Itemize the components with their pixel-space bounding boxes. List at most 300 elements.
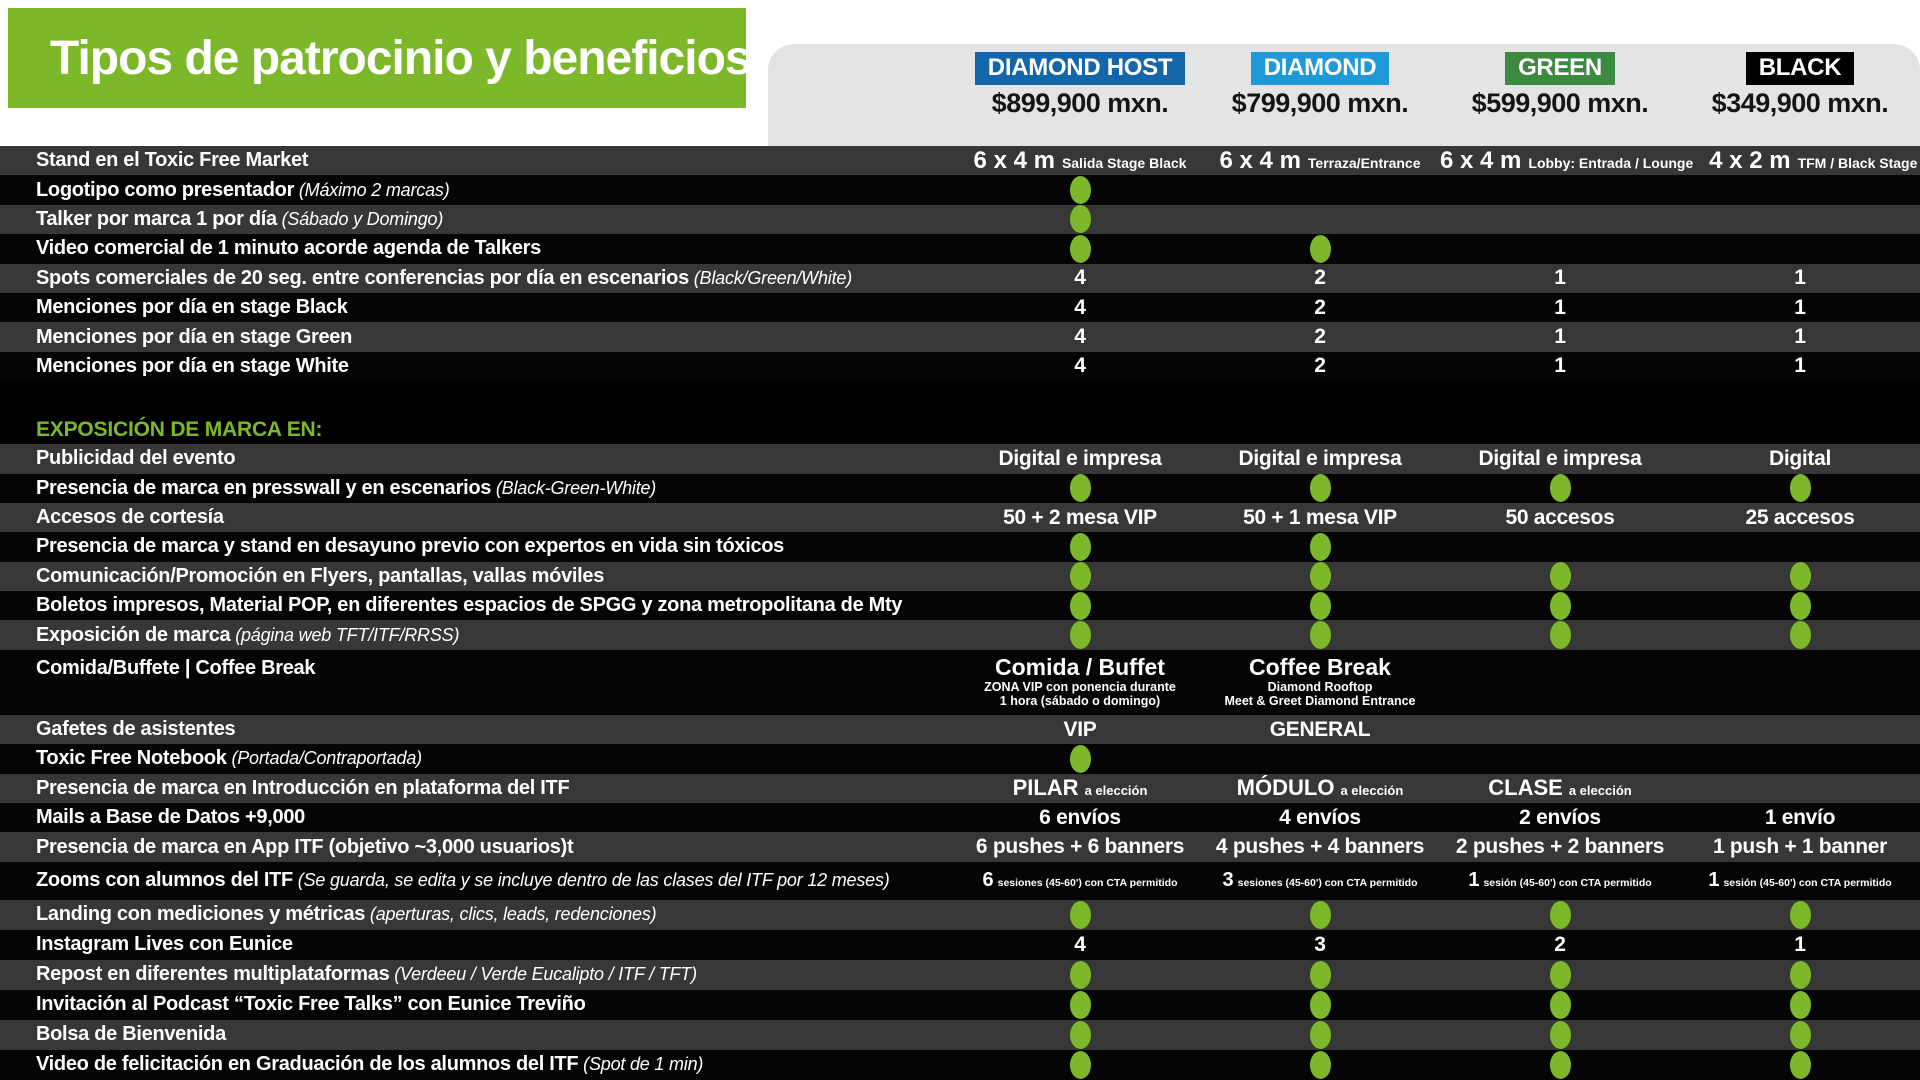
table-row <box>0 774 1920 803</box>
included-dot-icon <box>1310 901 1331 929</box>
table-row <box>0 352 1920 381</box>
row-label-text: Presencia de marca en App ITF (objetivo ~3,000 usuarios)t <box>36 835 574 858</box>
included-dot-icon <box>1310 621 1331 649</box>
cell-green <box>1440 506 1680 530</box>
table-row <box>0 562 1920 591</box>
cell-diamond <box>1200 354 1440 378</box>
row-label <box>0 1053 960 1076</box>
cell-value: 4 <box>1074 932 1086 956</box>
included-dot-icon <box>1310 235 1331 263</box>
row-label <box>0 777 960 800</box>
cell-combo-value <box>1223 869 1418 892</box>
cell-black <box>1693 147 1920 175</box>
row-label <box>0 326 960 349</box>
cell-value: Digital e impresa <box>1238 446 1402 470</box>
cell-value: 1 <box>1554 295 1566 319</box>
cell-diamond <box>1200 235 1440 263</box>
included-dot-icon <box>1550 991 1571 1019</box>
cell-value: 50 accesos <box>1505 505 1615 529</box>
cell-value: 4 pushes + 4 banners <box>1215 835 1425 859</box>
table-row <box>0 930 1920 960</box>
cell-value: 2 <box>1314 266 1326 290</box>
cell-value: 6 envíos <box>1039 805 1121 829</box>
cell-diamond-host <box>960 235 1200 263</box>
cell-diamond-host <box>960 533 1200 561</box>
cell-diamond-host <box>960 806 1200 830</box>
cell-diamond-host <box>960 901 1200 929</box>
row-label-text: Menciones por día en stage White <box>36 354 349 377</box>
included-dot-icon <box>1550 621 1571 649</box>
row-label <box>0 933 960 956</box>
tier-price: $899,900 mxn. <box>991 87 1169 118</box>
row-label-text: Exposición de marca <box>36 623 231 646</box>
cell-green <box>1440 354 1680 378</box>
cell-diamond <box>1200 650 1440 708</box>
row-label-text: Logotipo como presentador <box>36 178 295 201</box>
cell-diamond-host <box>960 775 1200 801</box>
cell-value-detail: a elección <box>1340 783 1404 799</box>
row-label-text: Presencia de marca y stand en desayuno previo con expertos en vida sin tóxicos <box>36 535 785 558</box>
row-label <box>0 718 960 741</box>
cell-green <box>1440 1051 1680 1079</box>
cell-diamond <box>1200 533 1440 561</box>
cell-green <box>1440 933 1680 957</box>
cell-value: GENERAL <box>1269 717 1371 741</box>
cell-value-detail: Diamond Rooftop <box>1267 679 1373 694</box>
cell-diamond-host <box>960 205 1200 233</box>
row-label-note: (página web TFT/ITF/RRSS) <box>230 624 460 645</box>
included-dot-icon <box>1070 592 1091 620</box>
cell-diamond-host <box>960 650 1200 708</box>
cell-value: MÓDULO <box>1236 775 1335 801</box>
cell-black <box>1680 354 1920 378</box>
tier-badge: DIAMOND <box>1251 52 1390 85</box>
cell-value: 1 <box>1554 325 1566 349</box>
table-row <box>0 591 1920 620</box>
cell-diamond <box>1200 592 1440 620</box>
cell-diamond-host <box>960 147 1200 175</box>
cell-value-detail: 1 hora (sábado o domingo) <box>999 693 1161 708</box>
cell-value: 1 <box>1794 354 1806 378</box>
row-label-note: (Spot de 1 min) <box>578 1054 704 1075</box>
cell-diamond-host <box>960 354 1200 378</box>
cell-value: 6 pushes + 6 banners <box>975 835 1185 859</box>
cell-stacked-value <box>1224 654 1415 708</box>
cell-green <box>1440 296 1680 320</box>
page-title: Tipos de patrocinio y beneficios <box>50 31 751 85</box>
cell-green <box>1440 650 1680 654</box>
cell-value: 1 <box>1794 325 1806 349</box>
cell-diamond-host <box>960 296 1200 320</box>
cell-diamond-host <box>960 266 1200 290</box>
row-label <box>0 179 960 202</box>
included-dot-icon <box>1550 961 1571 989</box>
cell-diamond-host <box>960 961 1200 989</box>
cell-value: 4 x 2 m <box>1709 146 1791 174</box>
row-label <box>0 903 960 926</box>
row-label <box>0 477 960 500</box>
cell-value: 6 x 4 m <box>1219 146 1301 174</box>
cell-green <box>1440 806 1680 830</box>
cell-value-detail: TFM / Black Stage <box>1797 154 1918 171</box>
row-label <box>0 836 960 859</box>
cell-diamond-host <box>960 325 1200 349</box>
cell-diamond <box>1200 325 1440 349</box>
cell-diamond-host <box>960 745 1200 773</box>
row-label <box>0 208 960 231</box>
included-dot-icon <box>1070 961 1091 989</box>
cell-diamond <box>1200 835 1440 859</box>
cell-black <box>1680 506 1920 530</box>
cell-value: 2 <box>1554 932 1566 956</box>
cell-diamond <box>1200 1021 1440 1049</box>
cell-value: 2 pushes + 2 banners <box>1455 835 1665 859</box>
cell-diamond-host <box>960 1021 1200 1049</box>
cell-value: CLASE <box>1488 775 1563 801</box>
included-dot-icon <box>1310 961 1331 989</box>
included-dot-icon <box>1790 474 1811 502</box>
cell-black <box>1680 621 1920 649</box>
cell-black <box>1680 650 1920 654</box>
cell-value-detail: Lobby: Entrada / Lounge <box>1528 154 1694 171</box>
table-row <box>0 175 1920 204</box>
included-dot-icon <box>1550 474 1571 502</box>
cell-combo-value <box>974 147 1187 175</box>
cell-diamond <box>1200 869 1440 892</box>
row-label-text: Talker por marca 1 por día <box>36 207 277 230</box>
row-label <box>0 355 960 378</box>
cell-black <box>1680 447 1920 471</box>
cell-combo-value <box>1440 147 1693 175</box>
cell-diamond-host <box>960 1051 1200 1079</box>
included-dot-icon <box>1790 1021 1811 1049</box>
cell-diamond <box>1200 718 1440 742</box>
row-label-text: Gafetes de asistentes <box>36 718 236 741</box>
section-heading: EXPOSICIÓN DE MARCA EN: <box>0 415 1920 444</box>
cell-combo-value <box>983 869 1178 892</box>
included-dot-icon <box>1310 592 1331 620</box>
table-row <box>0 803 1920 832</box>
cell-value: 4 <box>1074 295 1086 319</box>
benefits-table <box>0 146 1920 1080</box>
cell-value: 3 <box>1222 869 1234 892</box>
row-label <box>0 1023 960 1046</box>
cell-diamond <box>1200 562 1440 590</box>
row-label <box>0 296 960 319</box>
tier-column-diamond <box>1200 52 1440 119</box>
cell-value: 2 envíos <box>1519 805 1601 829</box>
cell-diamond <box>1200 1051 1440 1079</box>
cell-black <box>1680 991 1920 1019</box>
row-label-text: Landing con mediciones y métricas <box>36 903 366 926</box>
cell-value: 6 x 4 m <box>973 146 1055 174</box>
row-label <box>0 650 960 680</box>
cell-diamond <box>1200 447 1440 471</box>
row-label-text: Bolsa de Bienvenida <box>36 1023 226 1046</box>
row-label-text: Publicidad del evento <box>36 447 236 470</box>
table-row <box>0 474 1920 503</box>
included-dot-icon <box>1070 1051 1091 1079</box>
included-dot-icon <box>1790 562 1811 590</box>
row-label-text: Spots comerciales de 20 seg. entre conferencias por día en escenarios <box>36 266 689 289</box>
cell-value: 4 <box>1074 266 1086 290</box>
cell-combo-value <box>1708 869 1891 892</box>
row-label-text: Video de felicitación en Graduación de los alumnos del ITF <box>36 1053 579 1076</box>
tier-header-strip <box>768 44 1920 146</box>
included-dot-icon <box>1310 474 1331 502</box>
row-label <box>0 506 960 529</box>
included-dot-icon <box>1550 1021 1571 1049</box>
tier-badge: BLACK <box>1746 52 1855 85</box>
cell-diamond <box>1200 266 1440 290</box>
cell-green <box>1440 474 1680 502</box>
cell-combo-value <box>1468 869 1651 892</box>
cell-value-detail: sesiones (45-60') con CTA permitido <box>1237 877 1418 890</box>
table-row <box>0 532 1920 561</box>
cell-green <box>1440 869 1680 892</box>
cell-diamond <box>1200 775 1440 801</box>
table-row <box>0 146 1920 175</box>
cell-value: 6 <box>982 869 994 892</box>
cell-black <box>1680 869 1920 892</box>
row-label-text: Invitación al Podcast “Toxic Free Talks” con Eunice Treviño <box>36 993 586 1016</box>
cell-value-detail: Meet & Greet Diamond Entrance <box>1224 693 1416 708</box>
row-label-text: Comunicación/Promoción en Flyers, pantallas, vallas móviles <box>36 564 605 587</box>
included-dot-icon <box>1070 176 1091 204</box>
included-dot-icon <box>1070 235 1091 263</box>
row-label-text: Boletos impresos, Material POP, en diferentes espacios de SPGG y zona metropolitana de Mty <box>36 594 903 617</box>
row-label-text: Toxic Free Notebook <box>36 747 227 770</box>
row-label-note: (aperturas, clics, leads, redenciones) <box>365 904 657 925</box>
cell-diamond-host <box>960 506 1200 530</box>
row-label-text: Comida/Buffete | Coffee Break <box>36 656 316 679</box>
row-label-note: (Se guarda, se edita y se incluye dentro de las clases del ITF por 12 meses) <box>292 870 890 891</box>
cell-diamond-host <box>960 592 1200 620</box>
included-dot-icon <box>1070 205 1091 233</box>
cell-green <box>1440 325 1680 349</box>
included-dot-icon <box>1790 1051 1811 1079</box>
cell-value-detail: a elección <box>1568 783 1632 799</box>
row-label-text: Instagram Lives con Eunice <box>36 933 293 956</box>
tier-badge: GREEN <box>1505 52 1615 85</box>
included-dot-icon <box>1070 991 1091 1019</box>
row-label <box>0 594 960 617</box>
row-label <box>0 447 960 470</box>
cell-black <box>1680 933 1920 957</box>
table-row <box>0 205 1920 234</box>
cell-diamond <box>1200 991 1440 1019</box>
cell-green <box>1440 592 1680 620</box>
included-dot-icon <box>1790 621 1811 649</box>
included-dot-icon <box>1550 1051 1571 1079</box>
cell-value: 1 envío <box>1764 805 1836 829</box>
cell-diamond <box>1200 147 1440 175</box>
cell-value-detail: sesión (45-60') con CTA permitido <box>1723 877 1892 890</box>
table-row <box>0 620 1920 649</box>
cell-diamond-host <box>960 474 1200 502</box>
cell-value: 4 <box>1074 325 1086 349</box>
included-dot-icon <box>1310 1021 1331 1049</box>
tier-price: $599,900 mxn. <box>1471 87 1649 118</box>
cell-combo-value <box>1237 775 1404 801</box>
cell-diamond <box>1200 933 1440 957</box>
cell-diamond <box>1200 474 1440 502</box>
included-dot-icon <box>1550 562 1571 590</box>
cell-green <box>1440 775 1680 801</box>
row-label <box>0 747 960 770</box>
included-dot-icon <box>1310 533 1331 561</box>
cell-value-detail: sesión (45-60') con CTA permitido <box>1483 877 1652 890</box>
table-row <box>0 715 1920 744</box>
cell-value: 4 envíos <box>1279 805 1361 829</box>
cell-value: 4 <box>1074 354 1086 378</box>
tier-badge: DIAMOND HOST <box>975 52 1185 85</box>
tier-column-black <box>1680 52 1920 119</box>
cell-black <box>1680 901 1920 929</box>
table-row <box>0 234 1920 263</box>
cell-diamond-host <box>960 562 1200 590</box>
cell-green <box>1440 266 1680 290</box>
included-dot-icon <box>1070 533 1091 561</box>
cell-black <box>1680 835 1920 859</box>
cell-black <box>1680 1021 1920 1049</box>
table-row <box>0 1020 1920 1050</box>
cell-value: 2 <box>1314 295 1326 319</box>
cell-black <box>1680 474 1920 502</box>
cell-diamond-host <box>960 621 1200 649</box>
row-label <box>0 869 960 892</box>
row-label <box>0 993 960 1016</box>
row-label-note: (Black/Green/White) <box>688 267 852 288</box>
cell-green <box>1440 991 1680 1019</box>
cell-value-detail: Terraza/Entrance <box>1307 154 1421 171</box>
cell-black <box>1680 266 1920 290</box>
row-label <box>0 565 960 588</box>
cell-black <box>1680 592 1920 620</box>
cell-diamond-host <box>960 835 1200 859</box>
tier-price: $799,900 mxn. <box>1231 87 1409 118</box>
table-row <box>0 264 1920 293</box>
cell-value: 1 <box>1794 932 1806 956</box>
cell-value: VIP <box>1063 717 1097 741</box>
cell-green <box>1440 447 1680 471</box>
cell-black <box>1680 296 1920 320</box>
cell-value: Comida / Buffet <box>995 653 1165 680</box>
cell-diamond-host <box>960 718 1200 742</box>
cell-diamond-host <box>960 991 1200 1019</box>
included-dot-icon <box>1790 901 1811 929</box>
row-label <box>0 963 960 986</box>
table-row <box>0 1050 1920 1080</box>
row-label <box>0 267 960 290</box>
cell-diamond <box>1200 506 1440 530</box>
cell-green <box>1440 901 1680 929</box>
cell-value: 1 <box>1554 354 1566 378</box>
row-label-note: (Sábado y Domingo) <box>276 208 444 229</box>
cell-diamond-host <box>960 447 1200 471</box>
cell-value: 2 <box>1314 354 1326 378</box>
row-label <box>0 149 960 172</box>
cell-value: Digital e impresa <box>998 446 1162 470</box>
row-label-note: (Portada/Contraportada) <box>226 748 422 769</box>
cell-green <box>1440 621 1680 649</box>
included-dot-icon <box>1550 901 1571 929</box>
included-dot-icon <box>1070 562 1091 590</box>
cell-value: 3 <box>1314 932 1326 956</box>
cell-black <box>1680 806 1920 830</box>
cell-value-detail: a elección <box>1084 783 1148 799</box>
row-label-text: Presencia de marca en presswall y en escenarios <box>36 476 492 499</box>
cell-value: 1 <box>1554 266 1566 290</box>
cell-stacked-value <box>984 654 1176 708</box>
cell-green <box>1440 147 1693 175</box>
table-row <box>0 900 1920 930</box>
cell-green <box>1440 835 1680 859</box>
cell-value: 1 <box>1708 869 1720 892</box>
included-dot-icon <box>1790 592 1811 620</box>
included-dot-icon <box>1070 621 1091 649</box>
section-spacer <box>0 381 1920 415</box>
cell-value: 1 <box>1794 266 1806 290</box>
row-label-text: Presencia de marca en Introducción en plataforma del ITF <box>36 776 570 799</box>
cell-black <box>1680 325 1920 349</box>
cell-value: 50 + 1 mesa VIP <box>1243 505 1397 529</box>
row-label <box>0 624 960 647</box>
cell-value: 2 <box>1314 325 1326 349</box>
row-label-text: Stand en el Toxic Free Market <box>36 149 309 172</box>
tier-column-green <box>1440 52 1680 119</box>
table-row <box>0 322 1920 351</box>
row-label-note: (Máximo 2 marcas) <box>294 179 450 200</box>
table-row <box>0 503 1920 532</box>
cell-combo-value <box>1488 775 1631 801</box>
cell-diamond-host <box>960 869 1200 892</box>
cell-combo-value <box>1709 147 1917 175</box>
included-dot-icon <box>1070 1021 1091 1049</box>
cell-value: 25 accesos <box>1745 505 1855 529</box>
cell-value: 1 <box>1468 869 1480 892</box>
cell-value: 1 push + 1 banner <box>1712 835 1888 859</box>
row-label-note: (Black-Green-White) <box>491 477 657 498</box>
row-label <box>0 806 960 829</box>
row-label-text: Menciones por día en stage Black <box>36 296 348 319</box>
cell-diamond <box>1200 621 1440 649</box>
table-row <box>0 960 1920 990</box>
table-row <box>0 650 1920 715</box>
row-label-text: Accesos de cortesía <box>36 506 224 529</box>
table-row <box>0 744 1920 773</box>
tier-price: $349,900 mxn. <box>1711 87 1889 118</box>
cell-diamond <box>1200 961 1440 989</box>
included-dot-icon <box>1790 991 1811 1019</box>
included-dot-icon <box>1310 1051 1331 1079</box>
included-dot-icon <box>1310 562 1331 590</box>
cell-value-detail: Salida Stage Black <box>1061 154 1187 171</box>
cell-value: 1 <box>1794 295 1806 319</box>
cell-value: 50 + 2 mesa VIP <box>1003 505 1157 529</box>
row-label <box>0 237 960 260</box>
cell-value: Digital <box>1768 446 1832 470</box>
cell-diamond <box>1200 806 1440 830</box>
table-row <box>0 832 1920 861</box>
tier-column-diamond-host <box>960 52 1200 119</box>
included-dot-icon <box>1310 991 1331 1019</box>
cell-green <box>1440 562 1680 590</box>
cell-black <box>1680 562 1920 590</box>
row-label-text: Menciones por día en stage Green <box>36 325 353 348</box>
row-label-text: Mails a Base de Datos +9,000 <box>36 806 305 829</box>
row-label-text: Zooms con alumnos del ITF <box>36 869 293 892</box>
